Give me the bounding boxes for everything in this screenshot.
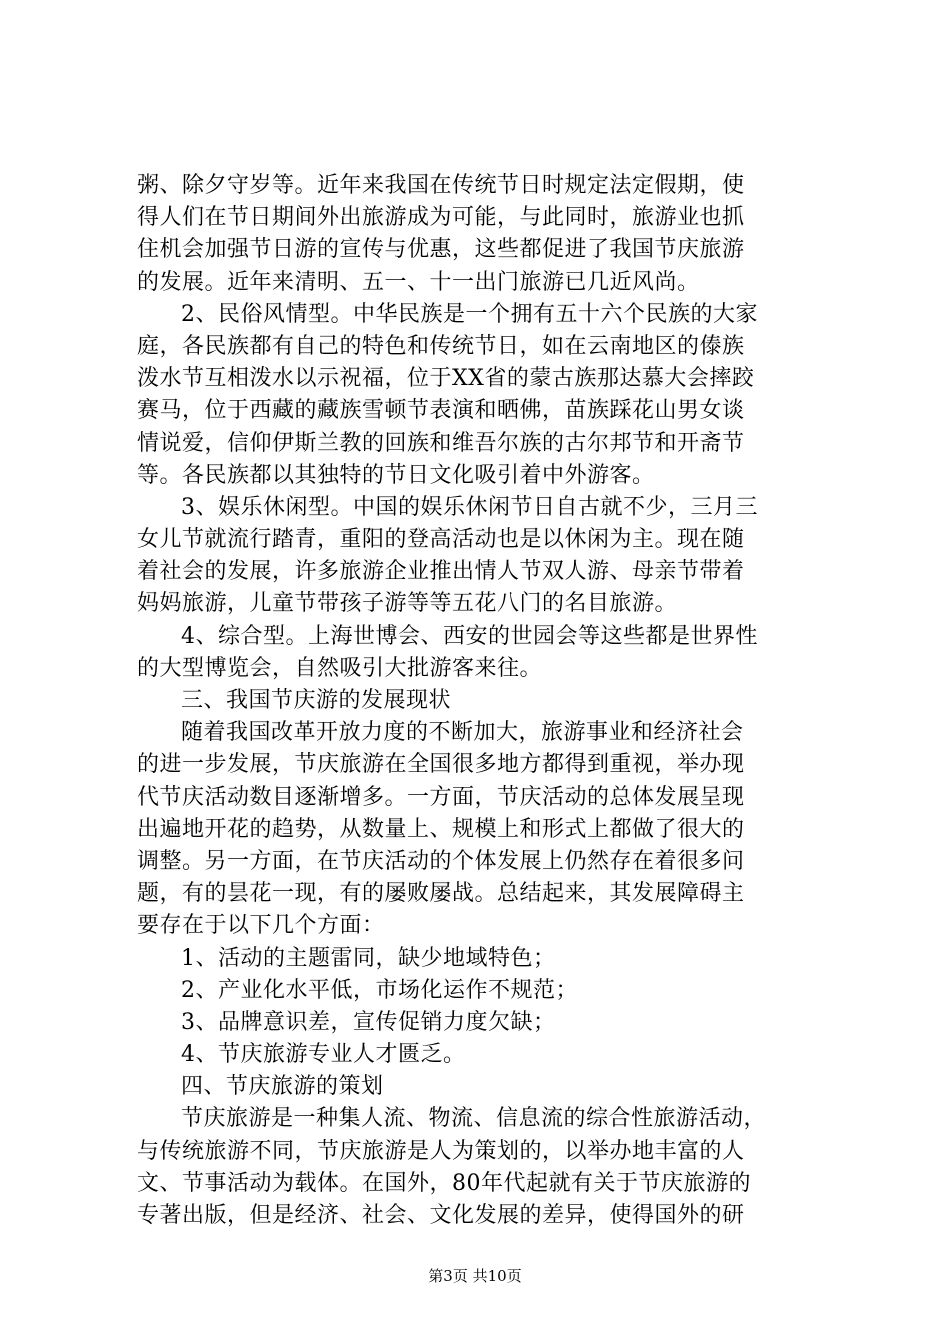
text-line: 住机会加强节日游的宣传与优惠，这些都促进了我国节庆旅游 [137,237,745,263]
text-line: 3、品牌意识差，宣传促销力度欠缺； [181,1009,556,1035]
text-line: 1、活动的主题雷同，缺少地域特色； [181,945,556,971]
text-line: 2、产业化水平低，市场化运作不规范； [181,977,578,1003]
text-line: 随着我国改革开放力度的不断加大，旅游事业和经济社会 [181,720,744,746]
text-line: 2、民俗风情型。中华民族是一个拥有五十六个民族的大家 [181,301,758,327]
body-text [137,170,837,1232]
text-line: 粥、除夕守岁等。近年来我国在传统节日时规定法定假期，使 [137,173,745,198]
text-line: 4、节庆旅游专业人才匮乏。 [181,1042,466,1068]
text-line: 专著出版，但是经济、社会、文化发展的差异，使得国外的研 [137,1203,745,1228]
text-line: 题，有的昙花一现，有的屡败屡战。总结起来，其发展障碍主 [137,881,745,907]
text-line: 妈妈旅游，儿童节带孩子游等等五花八门的名目旅游。 [137,591,678,617]
text-line: 3、娱乐休闲型。中国的娱乐休闲节日自古就不少，三月三 [181,494,758,520]
text-line: 调整。另一方面，在节庆活动的个体发展上仍然存在着很多问 [137,848,745,874]
text-line: 的发展。近年来清明、五一、十一出门旅游已几近风尚。 [137,269,700,295]
text-line: 四、节庆旅游的策划 [181,1074,384,1100]
text-line: 庭，各民族都有自己的特色和传统节日，如在云南地区的傣族 [137,333,745,359]
text-line: 得人们在节日期间外出旅游成为可能，与此同时，旅游业也抓 [137,205,745,231]
text-line: 文、节事活动为载体。在国外，80年代起就有关于节庆旅游的 [137,1170,751,1196]
text-line: 等。各民族都以其独特的节日文化吸引着中外游客。 [137,462,655,488]
text-line: 与传统旅游不同，节庆旅游是人为策划的，以举办地丰富的人 [137,1138,745,1164]
text-line: 女儿节就流行踏青，重阳的登高活动也是以休闲为主。现在随 [137,527,745,553]
text-line: 三、我国节庆游的发展现状 [181,688,452,713]
text-line: 赛马，位于西藏的藏族雪顿节表演和晒佛，苗族踩花山男女谈 [137,398,745,424]
text-line: 代节庆活动数目逐渐增多。一方面，节庆活动的总体发展呈现 [137,784,745,810]
text-line: 情说爱，信仰伊斯兰教的回族和维吾尔族的古尔邦节和开斋节 [137,430,745,456]
text-line: 着社会的发展，许多旅游企业推出情人节双人游、母亲节带着 [137,559,745,585]
text-line: 4、综合型。上海世博会、西安的世园会等这些都是世界性 [181,623,758,649]
text-line: 的进一步发展，节庆旅游在全国很多地方都得到重视，举办现 [137,752,745,778]
text-line: 的大型博览会，自然吸引大批游客来往。 [137,655,543,681]
text-line: 节庆旅游是一种集人流、物流、信息流的综合性旅游活动， [181,1106,767,1132]
text-line: 要存在于以下几个方面： [137,913,385,939]
page-footer: 第3页 共10页 [428,1267,522,1285]
text-line: 泼水节互相泼水以示祝福，位于XX省的蒙古族那达慕大会摔跤 [137,366,755,392]
text-line: 出遍地开花的趋势，从数量上、规模上和形式上都做了很大的 [137,816,745,842]
